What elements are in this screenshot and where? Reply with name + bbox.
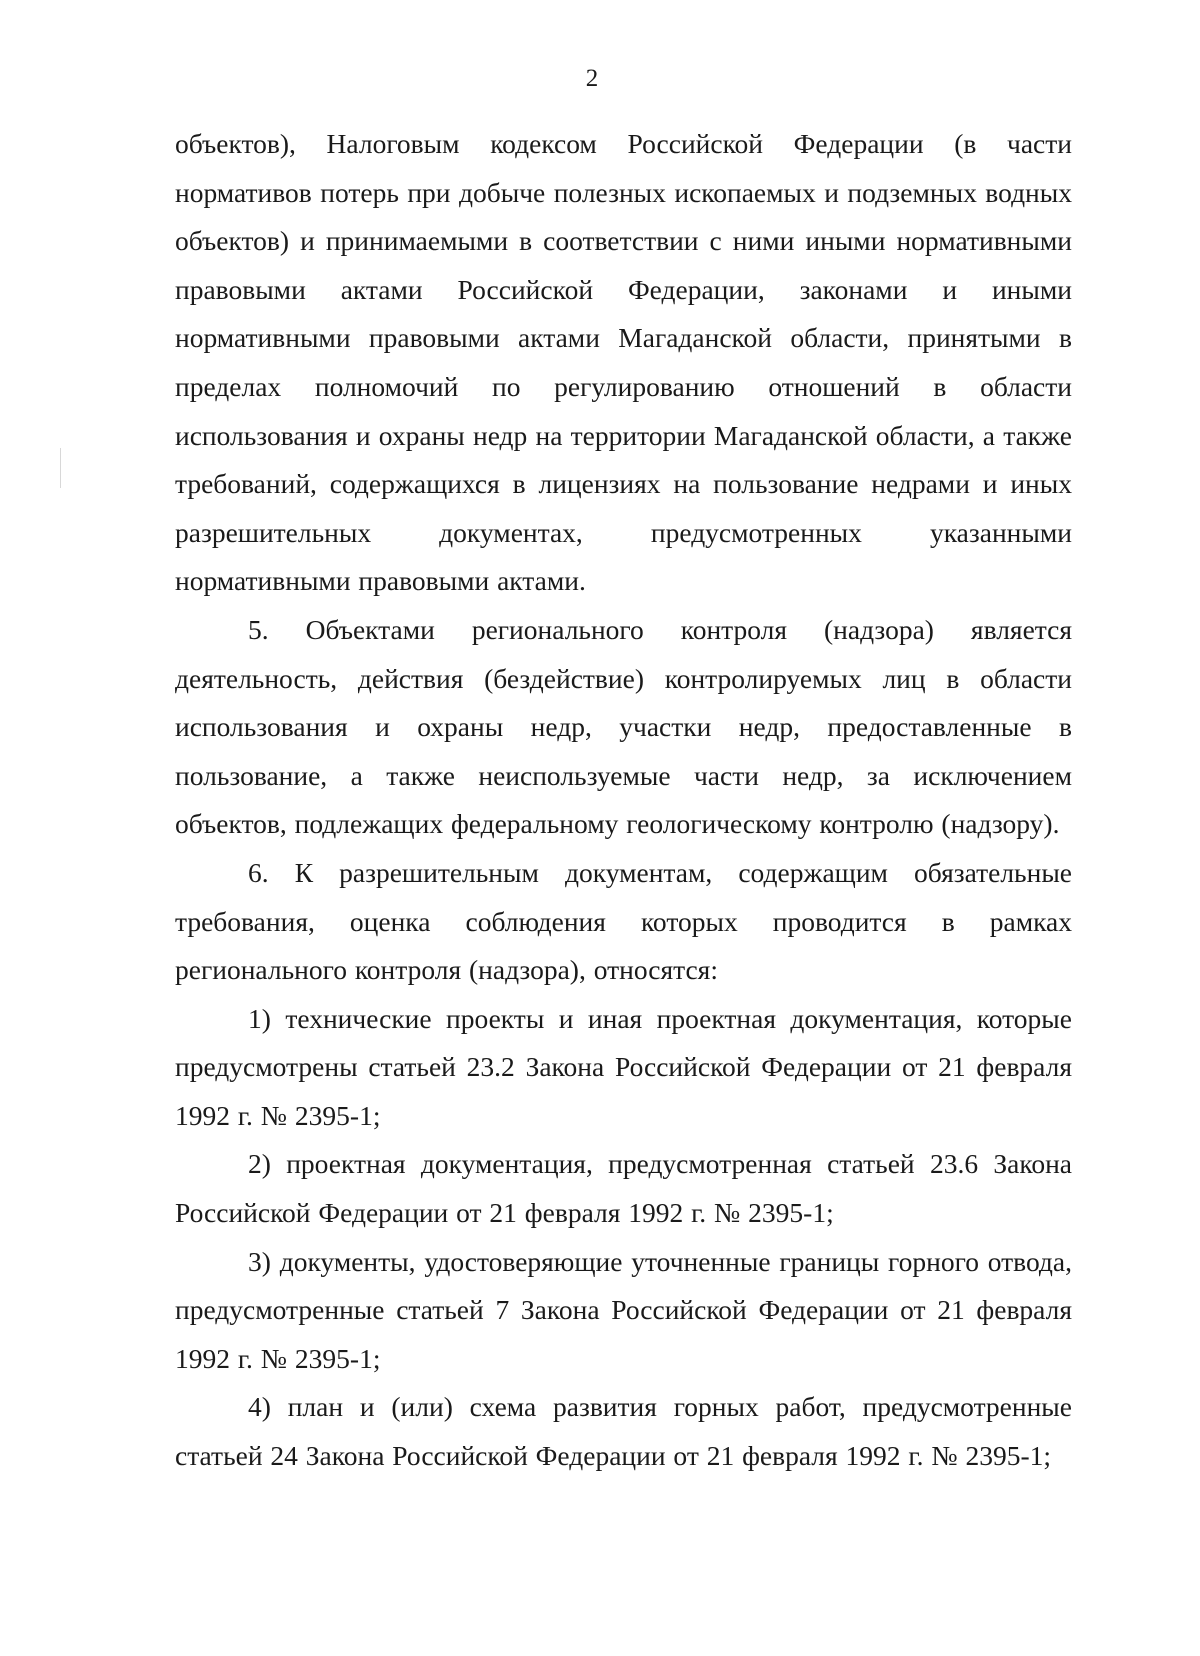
- list-item-1: 1) технические проекты и иная проектная документация, которые предусмотрены статьей 23.2 Закона Российской Федерации от 21 февраля 1992 г. № 2395-1;: [175, 1002, 1072, 1131]
- paragraph-item-6: 6. К разрешительным документам, содержащим обязательные требования, оценка соблюдения которых проводится в рамках регионального контроля (надзора), относятся:: [175, 856, 1072, 986]
- paragraph-continuation: объектов), Налоговым кодексом Российской Федерации (в части нормативов потерь при добыче полезных ископаемых и подземных водных объектов) и принимаемыми в соответствии с ними иными нормативными правовыми актами Российской Федерации, законами и иными нормативными правовыми актами Магаданской области, принятыми в пределах полномочий по регулированию отношений в области использования и охраны недр на территории Магаданской области, а также требований, содержащихся в лицензиях на пользование недрами и иных разрешительных документах, предусмотренных указанными нормативными правовыми актами.: [175, 128, 1072, 597]
- list-item-4: 4) план и (или) схема развития горных работ, предусмотренные статьей 24 Закона Российской Федерации от 21 февраля 1992 г. № 2395-1;: [175, 1391, 1072, 1472]
- paragraph-item-5: 5. Объектами регионального контроля (надзора) является деятельность, действия (бездействие) контролируемых лиц в области использования и охраны недр, участки недр, предоставленные в пользование, а также неиспользуемые части недр, за исключением объектов, подлежащих федеральному геологическому контролю (надзору).: [175, 613, 1072, 840]
- scan-artifact-line: [60, 448, 61, 488]
- list-item-3: 3) документы, удостоверяющие уточненные границы горного отвода, предусмотренные статьей 7 Закона Российской Федерации от 21 февраля 1992 г. № 2395-1;: [175, 1245, 1072, 1374]
- page-number: 2: [585, 65, 599, 92]
- list-item-2: 2) проектная документация, предусмотренная статьей 23.6 Закона Российской Федерации от 21 февраля 1992 г. № 2395-1;: [175, 1148, 1072, 1229]
- document-body: [175, 120, 1072, 1481]
